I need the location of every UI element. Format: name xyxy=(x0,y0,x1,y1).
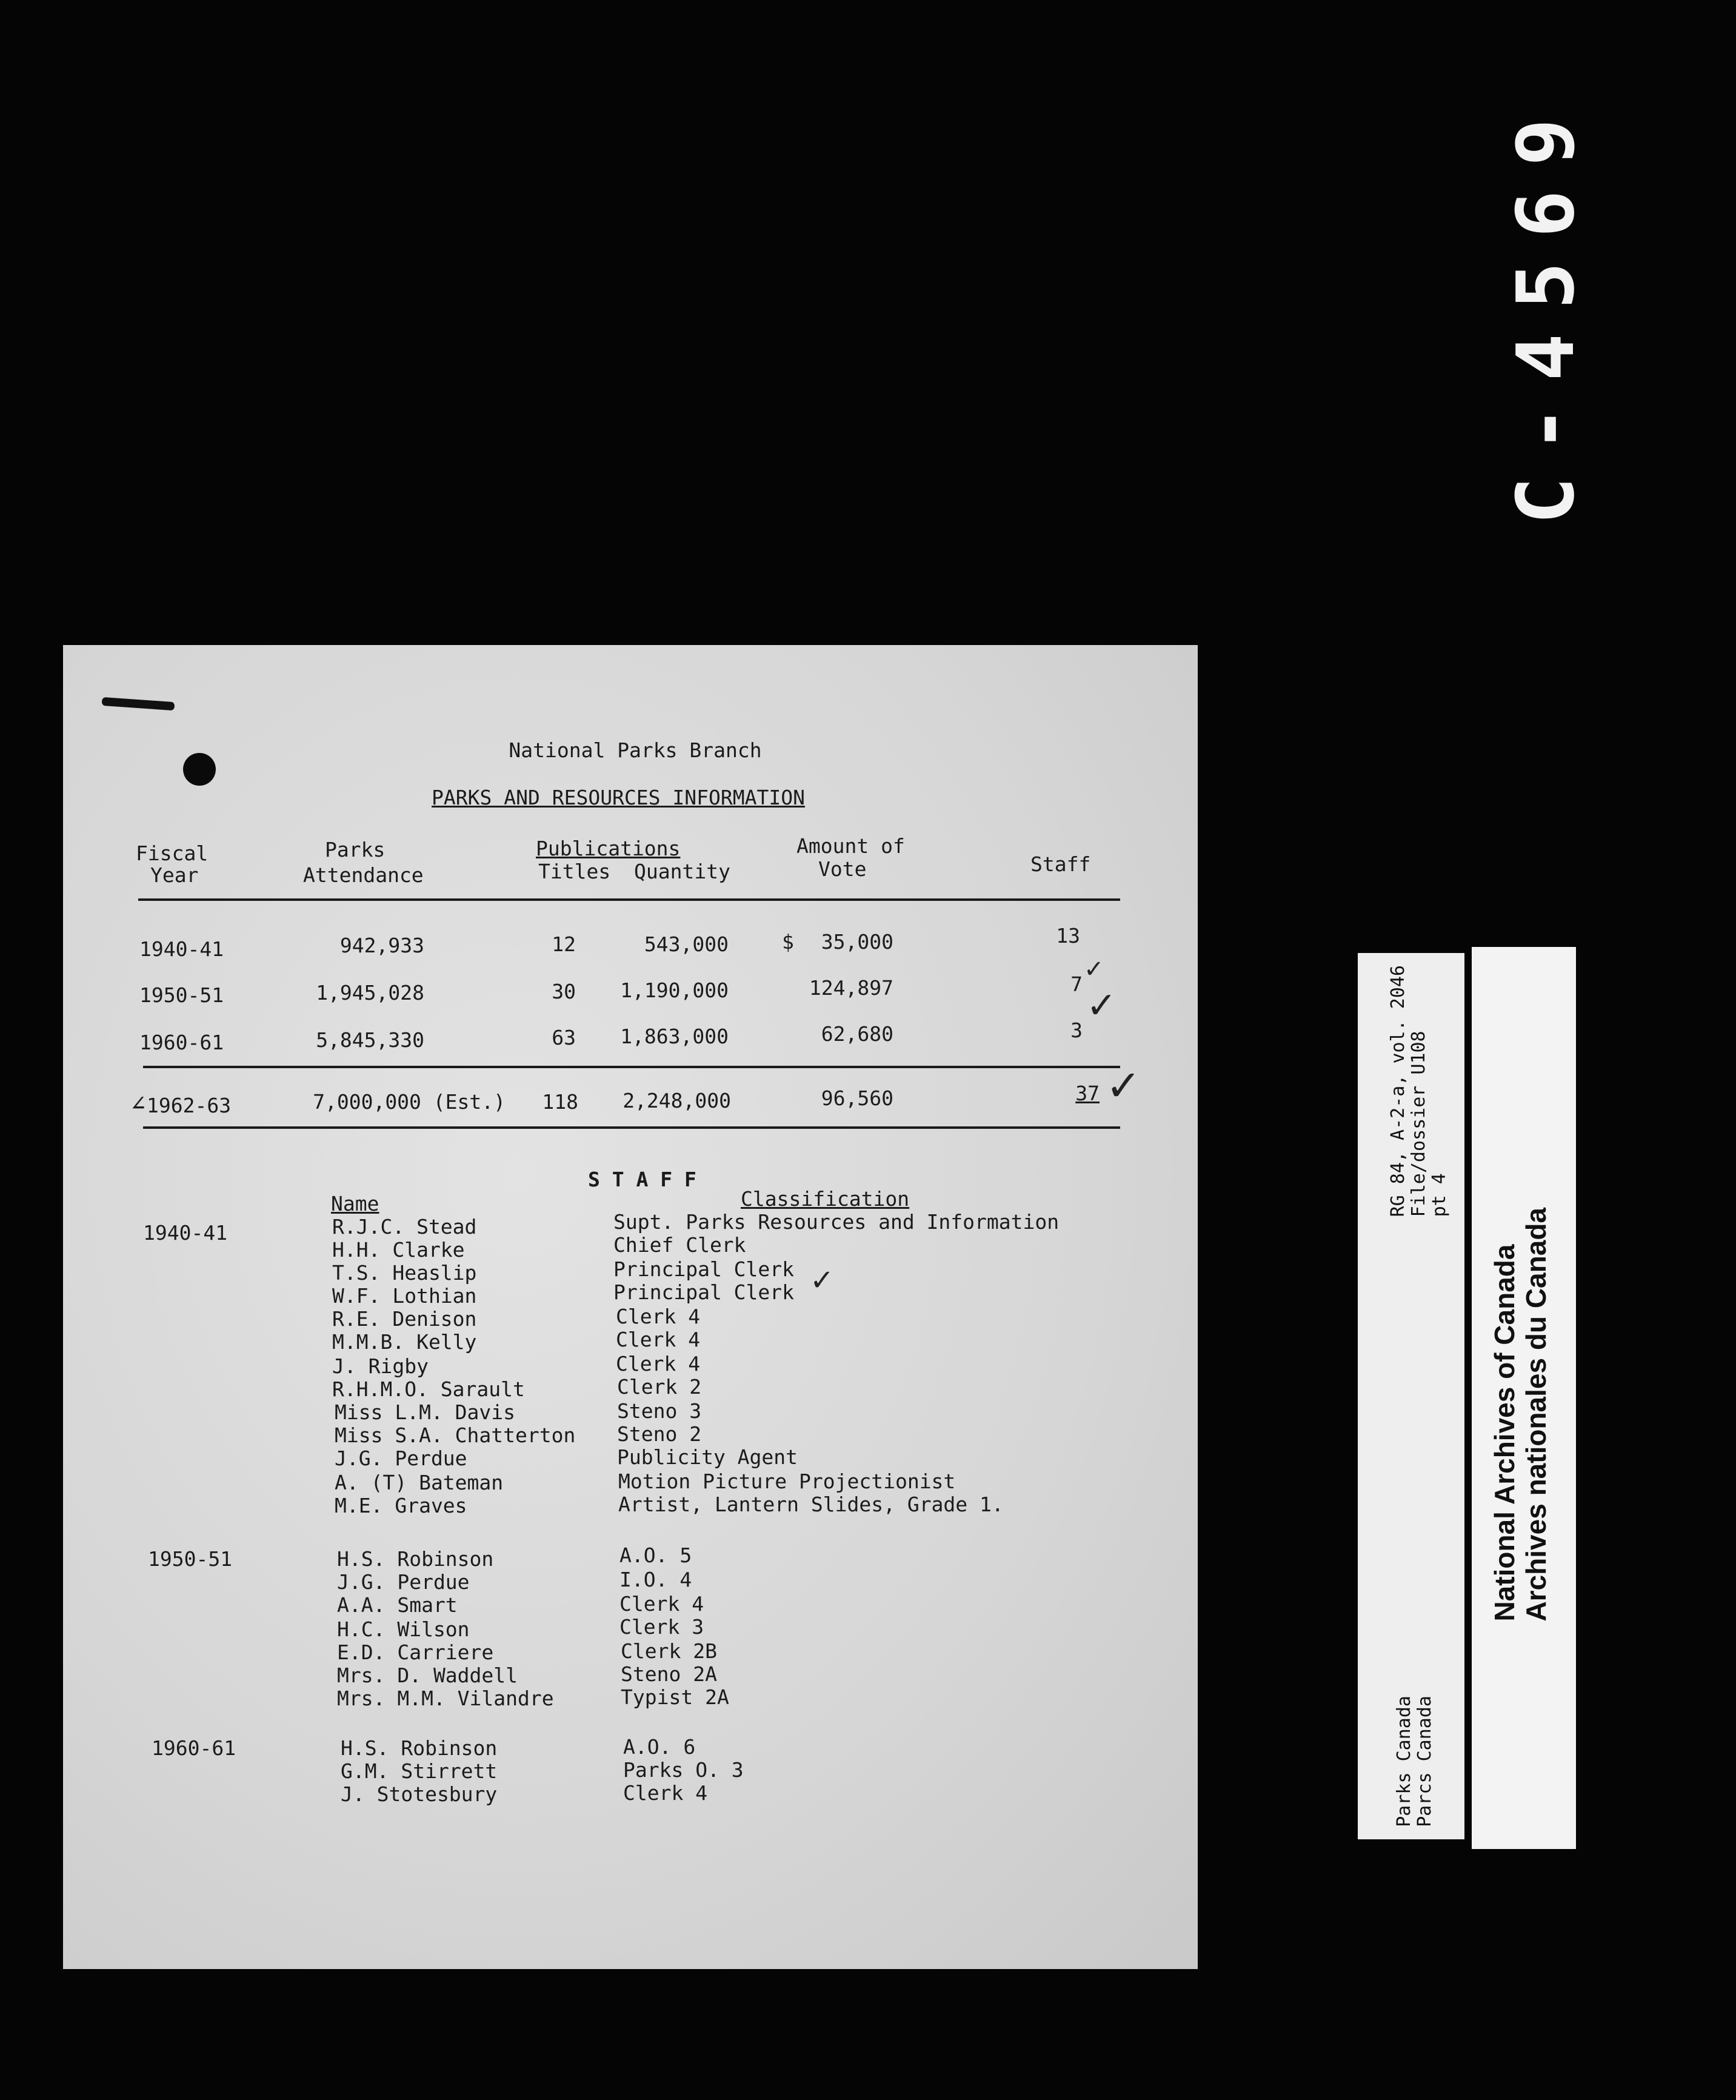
staff-name: Mrs. M.M. Vilandre xyxy=(337,1687,554,1710)
staff-classification: Artist, Lantern Slides, Grade 1. xyxy=(618,1493,1004,1516)
row-vote: 124,897 xyxy=(809,976,893,1000)
staff-classification: Steno 2 xyxy=(617,1422,702,1446)
staff-name: A.A. Smart xyxy=(337,1593,458,1617)
staff-classification: Publicity Agent xyxy=(617,1445,798,1469)
staff-name: H.H. Clarke xyxy=(332,1238,465,1262)
summary-rule-top xyxy=(143,1066,1120,1068)
row-year: 1960-61 xyxy=(139,1031,224,1054)
staff-classification: Clerk 3 xyxy=(619,1615,704,1639)
ink-mark xyxy=(102,697,175,711)
row-attendance: 7,000,000 (Est.) xyxy=(313,1090,506,1114)
staff-classification: Clerk 2 xyxy=(617,1375,702,1399)
staff-name: Miss S.A. Chatterton xyxy=(335,1423,576,1447)
row-quantity: 543,000 xyxy=(644,932,729,956)
staff-name: H.S. Robinson xyxy=(337,1547,494,1571)
staff-classification: Clerk 4 xyxy=(619,1592,704,1616)
frame-number: C-4569 xyxy=(1500,94,1592,524)
row-attendance: 942,933 xyxy=(339,934,424,957)
row-titles: 30 xyxy=(552,980,576,1003)
archive-reference: RG 84, A-2-a, vol. 2046 File/dossier U108 pt 4 xyxy=(1387,965,1450,1217)
staff-name: H.C. Wilson xyxy=(337,1617,470,1641)
staff-classification: Principal Clerk xyxy=(613,1257,795,1281)
staff-group-year: 1940-41 xyxy=(143,1221,228,1245)
archive-name-tag xyxy=(1472,947,1576,1849)
bracket-mark: ∠ xyxy=(131,1090,146,1118)
staff-name: T.S. Heaslip xyxy=(332,1261,477,1285)
agency-name: Parks Canada Parcs Canada xyxy=(1394,1696,1435,1827)
summary-rule-bottom xyxy=(143,1126,1120,1129)
staff-classification: Clerk 4 xyxy=(616,1352,701,1376)
staff-name: J. Stotesbury xyxy=(341,1782,498,1806)
header-quantity: Quantity xyxy=(634,860,730,883)
row-staff: 37 xyxy=(1075,1082,1100,1105)
check-mark-icon: ✓ xyxy=(810,1263,835,1297)
row-quantity: 2,248,000 xyxy=(623,1089,731,1112)
staff-name: H.S. Robinson xyxy=(341,1736,498,1760)
staff-name: J.G. Perdue xyxy=(335,1446,467,1470)
header-staff: Staff xyxy=(1030,852,1091,876)
header-rule xyxy=(138,898,1120,901)
staff-classification: Principal Clerk xyxy=(613,1280,795,1304)
staff-name: R.J.C. Stead xyxy=(332,1215,477,1239)
row-year: 1962-63 xyxy=(147,1094,232,1117)
staff-name: M.M.B. Kelly xyxy=(332,1330,477,1354)
staff-name: Miss L.M. Davis xyxy=(335,1400,516,1424)
document-title: PARKS AND RESOURCES INFORMATION xyxy=(432,786,805,809)
staff-classification: I.O. 4 xyxy=(619,1568,692,1591)
name-heading: Name xyxy=(331,1192,379,1216)
staff-group-year: 1960-61 xyxy=(152,1736,236,1760)
header-titles: Titles xyxy=(538,860,611,883)
row-attendance: 1,945,028 xyxy=(316,981,424,1005)
row-staff: 13 xyxy=(1056,924,1080,948)
classification-heading: Classification xyxy=(741,1187,910,1211)
header-publications: Publications xyxy=(536,837,681,860)
row-vote: 96,560 xyxy=(821,1086,893,1110)
staff-name: M.E. Graves xyxy=(335,1494,467,1517)
check-mark-icon: ✓ xyxy=(1086,985,1117,1027)
staff-classification: A.O. 5 xyxy=(619,1543,692,1567)
row-year: 1950-51 xyxy=(139,983,224,1007)
staff-classification: Clerk 4 xyxy=(616,1328,701,1351)
staff-group-year: 1950-51 xyxy=(148,1547,233,1571)
header-parks: Parks xyxy=(325,838,386,861)
header-fiscal: Fiscal xyxy=(136,841,209,865)
archive-name: National Archives of Canada Archives nationales du Canada xyxy=(1489,1208,1552,1622)
row-attendance: 5,845,330 xyxy=(316,1028,424,1052)
dollar-sign: $ xyxy=(782,930,794,954)
staff-classification: Parks O. 3 xyxy=(623,1758,744,1782)
staff-classification: A.O. 6 xyxy=(623,1735,696,1759)
staff-name: A. (T) Bateman xyxy=(335,1471,504,1494)
staff-heading: S T A F F xyxy=(588,1168,696,1191)
branch-name: National Parks Branch xyxy=(509,738,762,762)
row-quantity: 1,863,000 xyxy=(620,1025,729,1048)
row-vote: 62,680 xyxy=(821,1022,893,1046)
header-year: Year xyxy=(150,863,199,887)
staff-name: J. Rigby xyxy=(332,1354,429,1378)
staff-name: J.G. Perdue xyxy=(337,1570,470,1594)
staff-classification: Supt. Parks Resources and Information xyxy=(613,1210,1060,1234)
row-staff: 7 xyxy=(1070,972,1083,996)
row-vote: 35,000 xyxy=(821,930,893,954)
row-staff: 3 xyxy=(1070,1018,1083,1042)
staff-classification: Clerk 4 xyxy=(623,1781,708,1805)
header-amount-of: Amount of xyxy=(796,834,905,858)
row-titles: 63 xyxy=(552,1026,576,1049)
staff-name: R.H.M.O. Sarault xyxy=(332,1377,525,1401)
staff-classification: Steno 2A xyxy=(621,1662,717,1686)
row-titles: 12 xyxy=(552,932,576,956)
staff-name: E.D. Carriere xyxy=(337,1640,494,1664)
row-titles: 118 xyxy=(542,1090,578,1114)
row-quantity: 1,190,000 xyxy=(620,978,729,1002)
header-attendance: Attendance xyxy=(303,863,424,887)
staff-classification: Steno 3 xyxy=(617,1399,702,1423)
staff-classification: Typist 2A xyxy=(621,1685,729,1709)
check-mark-icon: ✓ xyxy=(1106,1061,1141,1111)
staff-name: G.M. Stirrett xyxy=(341,1759,498,1783)
header-vote: Vote xyxy=(818,857,867,881)
staff-name: W.F. Lothian xyxy=(332,1284,477,1308)
staff-classification: Chief Clerk xyxy=(613,1233,746,1257)
document-page xyxy=(63,645,1198,1969)
punch-hole xyxy=(183,753,216,786)
staff-classification: Clerk 4 xyxy=(616,1305,701,1328)
check-mark-icon: ✓ xyxy=(1084,955,1104,983)
staff-name: Mrs. D. Waddell xyxy=(337,1664,518,1687)
staff-classification: Clerk 2B xyxy=(621,1639,717,1663)
staff-name: R.E. Denison xyxy=(332,1307,477,1331)
row-year: 1940-41 xyxy=(139,937,224,961)
staff-classification: Motion Picture Projectionist xyxy=(618,1470,956,1493)
archive-reference-tag xyxy=(1358,953,1464,1839)
